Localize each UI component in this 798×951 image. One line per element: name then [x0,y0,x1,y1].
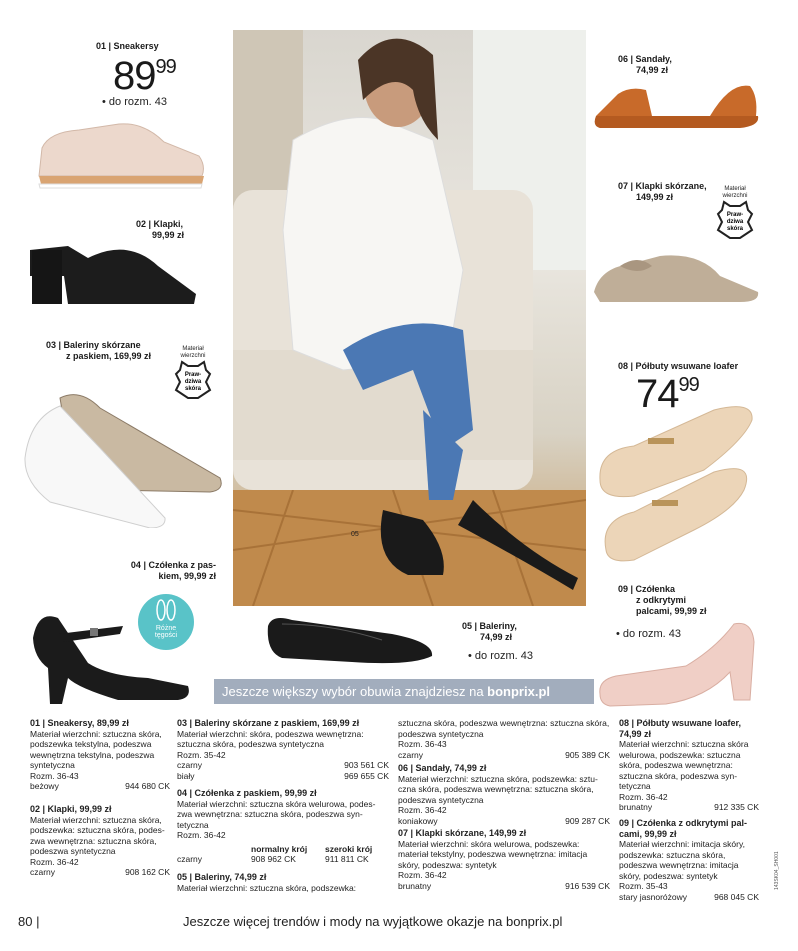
product-01-size-note: • do rozm. 43 [102,96,167,108]
product-01-price [113,56,176,96]
spec-08-row [619,802,759,813]
product-01-price-cents: 99 [155,56,176,78]
product-07-label: 07 | Klapki skórzane, 149,99 zł [618,181,707,202]
leather-icon [716,200,754,240]
product-09-size-note: • do rozm. 43 [616,628,681,640]
spec-04 [177,788,389,865]
spec-02-color: czarny [30,867,56,877]
product-09-label: 09 | Czółenka z odkrytymi palcami, 99,99 zł [618,584,707,616]
spec-09-color: stary jasnoróżowy [619,891,688,902]
spec-03-body: Materiał wierzchni: skóra, podeszwa wewnętrzna: sztuczna skóra, podeszwa syntetyczna [177,728,364,749]
product-05-label: 05 | Baleriny, 74,99 zł [462,621,517,642]
spec-07-size: Rozm. 36-42 [398,870,447,880]
spec-06-body: Materiał wierzchni: sztuczna skóra, podszewka: sztu- czna skóra, podeszwa wewnętrzna: sztuczna skóra, podeszwa syntetyczna [398,773,598,805]
product-09-num: 09 [618,584,629,594]
spec-02 [30,804,170,878]
product-08-price-main: 74 [636,372,679,416]
spec-04-code1: 908 962 CK [251,854,296,864]
product-03-name: Baleriny skórzane [63,340,141,350]
product-04-num: 04 [130,560,141,570]
product-01-price-main: 89 [113,54,156,98]
spec-03-head: 03 | Baleriny skórzane z paskiem, 169,99 zł [177,718,360,728]
spec-01-body: Materiał wierzchni: sztuczna skóra, podszewka tekstylna, podeszwa wewnętrzna tekstylna, podeszwa syntetyczna [30,728,162,770]
catalog-code: 143SK04_SH001 [774,851,780,890]
product-01-label: 01 | Sneakersy [96,41,159,51]
spec-08-head: 08 | Półbuty wsuwane loafer, 74,99 zł [619,718,742,739]
spec-04-code2: 911 811 CK [325,854,369,864]
product-03-label: 03 | Baleriny skórzane z paskiem, 169,99 zł [46,340,152,361]
leather-text-3: skóra [184,386,202,392]
model-photo-illustration [233,30,586,606]
spec-02-body: Materiał wierzchni: sztuczna skóra, podszewka: sztuczna skóra, podes- zwa wewnętrzna: sztuczna skóra, podeszwa syntetyczna [30,814,165,856]
product-05-price: 74,99 zł [480,632,513,642]
promo-banner[interactable] [214,679,594,704]
spec-08-size: Rozm. 36-42 [619,791,668,802]
spec-05-color: czarny [398,749,424,760]
spec-08-code: 912 335 CK [714,802,759,812]
spec-04-color: czarny [177,854,203,864]
spec-03 [177,718,389,781]
leather-text-1: Praw- [726,212,744,218]
spec-02-size: Rozm. 36-42 [30,856,79,867]
product-05-size-note: • do rozm. 43 [468,650,533,662]
spec-09-row [619,892,759,903]
spec-09-size: Rozm. 35-43 [619,881,668,891]
product-02-price: 99,99 zł [152,230,185,240]
footer-text: Jeszcze więcej trendów i mody na wyjątkowe okazje na bonprix.pl [183,914,563,929]
spec-03-color-1: czarny [177,760,203,770]
spec-03-color-2: biały [177,770,195,781]
spec-08 [619,718,759,813]
product-01-name: Sneakersy [113,41,159,51]
spec-05-cont-text: sztuczna skóra, podeszwa wewnętrzna: sztuczna skóra, podeszwa syntetyczna [398,718,610,739]
product-08-price-cents: 99 [678,374,699,396]
spec-09-code: 968 045 CK [714,891,759,902]
spec-02-code: 908 162 CK [125,867,170,877]
material-badge-07-top: Materiał [724,186,746,192]
product-04-name2: kiem, 99,99 zł [158,571,216,581]
product-03-num: 03 [46,340,57,350]
leather-text-3: skóra [726,226,744,232]
material-badge-03-top: Materiał [182,346,204,352]
spec-08-color: brunatny [619,802,653,812]
spec-01-size: Rozm. 36-43 [30,770,79,781]
mule-image [28,236,198,308]
spec-02-head: 02 | Klapki, 99,99 zł [30,804,112,814]
spec-05 [177,872,389,893]
product-09-name3: palcami, 99,99 zł [636,606,707,616]
spec-07-row [398,881,610,892]
product-08-label: 08 | Półbuty wsuwane loafer [618,361,739,371]
spec-07-color: brunatny [398,880,432,891]
spec-01 [30,718,170,792]
product-05-num: 05 [462,621,473,631]
spec-06-head: 06 | Sandały, 74,99 zł [398,763,487,773]
model-photo [233,30,586,606]
spec-01-row [30,781,170,792]
product-06-num: 06 [618,54,629,64]
product-08-name: Półbuty wsuwane loafer [635,361,739,371]
product-06-name: Sandały, [635,54,672,64]
spec-04-body: Materiał wierzchni: sztuczna skóra welurowa, podes- zwa wewnętrzna: sztuczna skóra, podeszwa syn- tetyczna [177,798,376,830]
spec-05-code: 905 389 CK [565,749,610,760]
spec-03-code-2: 969 655 CK [344,770,389,781]
spec-04-head: 04 | Czółenka z paskiem, 99,99 zł [177,788,317,798]
spec-06-code: 909 287 CK [565,815,610,826]
product-09-name2: z odkrytymi [636,595,687,605]
spec-05-size: Rozm. 36-43 [398,739,447,749]
product-02-num: 02 [136,219,147,229]
product-05-name: Baleriny, [479,621,517,631]
leather-text-1: Praw- [184,372,202,378]
product-03-name2: z paskiem, 169,99 zł [66,351,152,361]
suede-mule-image [590,248,765,308]
product-01-num: 01 [96,41,107,51]
spec-09-body: Materiał wierzchni: imitacja skóry, podszewka: sztuczna skóra, podeszwa wewnętrzna: imitacja skóry, podeszwa: syntetyk [619,839,745,881]
spec-07-code: 916 539 CK [565,880,610,891]
spec-09 [619,818,759,902]
product-06-price: 74,99 zł [636,65,669,75]
sandal-image [590,76,765,132]
product-07-num: 07 [618,181,629,191]
ballerina-image [262,612,442,668]
spec-05-cont [398,718,610,760]
leather-text-2: dziwa [184,379,202,385]
spec-06 [398,763,610,826]
product-07-name: Klapki skórzane, [635,181,707,191]
product-02-name: Klapki, [153,219,184,229]
spec-03-code-1: 903 561 CK [344,760,389,770]
spec-03-size: Rozm. 35-42 [177,749,226,760]
rozne-text-1: Różne [155,625,177,632]
photo-tag-05: 05 [351,531,359,538]
spec-03-row-2 [177,771,389,782]
spec-06-size: Rozm. 36-42 [398,805,447,815]
spec-01-code: 944 680 CK [125,781,170,791]
rozne-text-2: tęgości [154,632,178,639]
material-badge-03-bottom: wierzchni [180,353,206,359]
spec-04-row [177,854,389,865]
spec-04-col1: normalny krój [251,843,308,854]
spec-05-body: Materiał wierzchni: sztuczna skóra, podszewka: [177,882,357,893]
sneaker-image [34,118,209,193]
page-number: 80 | [18,914,40,929]
spec-08-body: Materiał wierzchni: sztuczna skóra welurowa, podszewka: sztuczna skóra, podeszwa wewnętrzna: sztuczna skóra, podeszwa syn- tetyczna [619,739,749,791]
spec-06-color: koniakowy [398,815,438,826]
product-06-label: 06 | Sandały, 74,99 zł [618,54,672,75]
product-08-num: 08 [618,361,629,371]
spec-03-row-1 [177,760,389,771]
loafer-image [594,400,759,565]
ballerina-strap-image [20,378,230,528]
spec-04-size: Rozm. 36-42 [177,830,226,840]
peep-toe-pump-image [596,618,761,710]
spec-07-body: Materiał wierzchni: skóra welurowa, podszewka: materiał tekstylny, podeszwa wewnętrzna: imitacja skóry, podeszwa: syntetyk [398,838,588,870]
product-04-name: Czółenka z pas- [148,560,216,570]
spec-09-head: 09 | Czółenka z odkrytymi pal- cami, 99,99 zł [619,818,748,839]
promo-banner-link[interactable]: bonprix.pl [487,684,551,699]
spec-01-color: beżowy [30,781,59,791]
spec-07 [398,828,610,891]
material-badge-07 [715,186,755,243]
leather-text-2: dziwa [726,219,744,225]
spec-04-col2: szeroki krój [325,843,373,854]
material-badge-07-bottom: wierzchni [722,193,748,199]
product-02-label: 02 | Klapki, 99,99 zł [136,219,185,240]
product-04-label: 04 | Czółenka z pas- kiem, 99,99 zł [130,560,216,581]
product-07-price: 149,99 zł [636,192,674,202]
product-09-name: Czółenka [635,584,676,594]
spec-05-row [398,750,610,761]
spec-01-head: 01 | Sneakersy, 89,99 zł [30,718,129,728]
spec-06-row [398,816,610,827]
promo-banner-text: Jeszcze większy wybór obuwia znajdziesz na [222,684,488,699]
spec-05-head: 05 | Baleriny, 74,99 zł [177,872,267,882]
spec-02-row [30,867,170,878]
spec-07-head: 07 | Klapki skórzane, 149,99 zł [398,828,527,838]
pump-strap-image [28,608,193,708]
spec-04-col-headers [177,844,389,855]
